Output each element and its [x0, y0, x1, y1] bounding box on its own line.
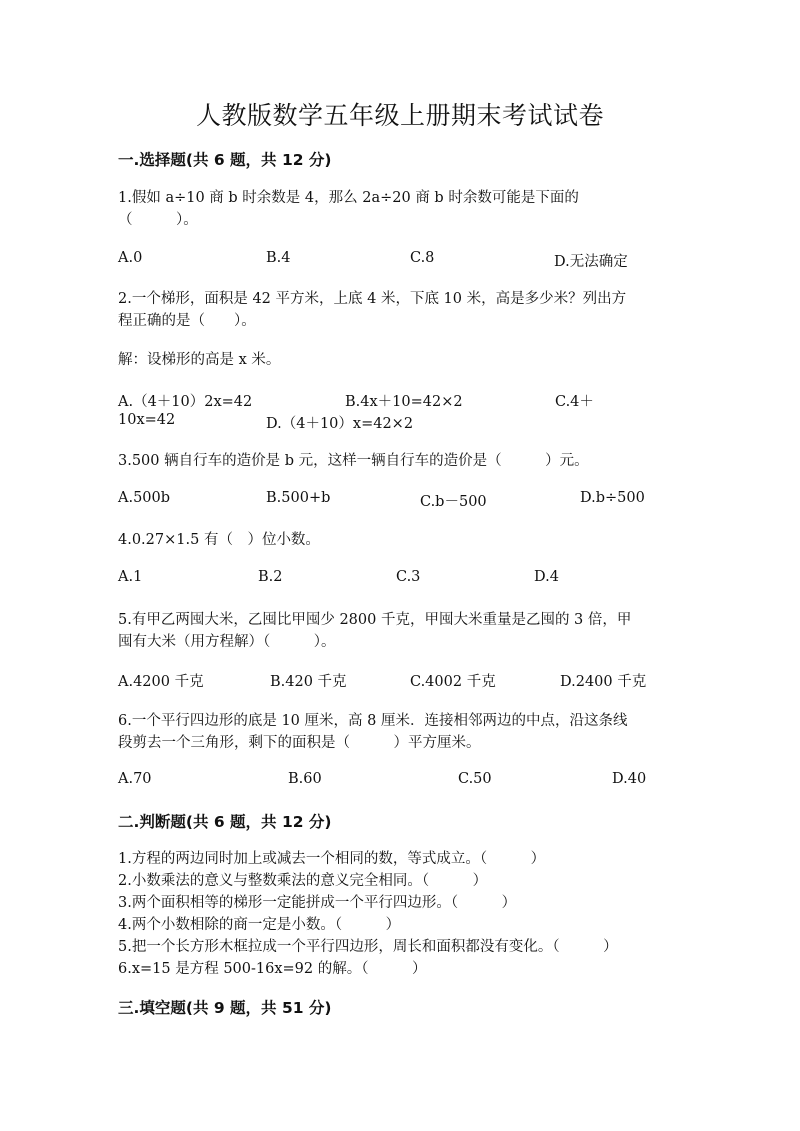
judgement-item-5: 5.把一个长方形木框拉成一个平行四边形，周长和面积都没有变化。（ ） — [118, 939, 618, 955]
section-heading-choice: 一.选择题(共 6 题，共 12 分) — [118, 151, 332, 169]
section-heading-judgement: 二.判断题(共 6 题，共 12 分) — [118, 813, 332, 831]
section-heading-fill-in: 三.填空题(共 9 题，共 51 分) — [118, 999, 332, 1017]
question-1-line-1: 1.假如 a÷10 商 b 时余数是 4，那么 2a÷20 商 b 时余数可能是下面的 — [118, 190, 579, 206]
question-4-option-c: C.3 — [396, 569, 421, 585]
question-4-line-1: 4.0.27×1.5 有（ ）位小数。 — [118, 532, 320, 548]
page-title: 人教版数学五年级上册期末考试试卷 — [195, 101, 604, 130]
question-2-note: 解：设梯形的高是 x 米。 — [118, 352, 281, 368]
question-5-option-d: D.2400 千克 — [560, 674, 647, 690]
question-3-option-d: D.b÷500 — [580, 490, 645, 506]
question-1-option-b: B.4 — [266, 250, 291, 266]
question-1-option-a: A.0 — [118, 250, 143, 266]
question-3-option-a: A.500b — [118, 490, 171, 506]
question-1-option-d: D.无法确定 — [554, 254, 628, 270]
question-2-line-1: 2.一个梯形，面积是 42 平方米，上底 4 米，下底 10 米，高是多少米？列出方 — [118, 291, 627, 307]
question-6-line-2: 段剪去一个三角形，剩下的面积是（ ）平方厘米。 — [118, 735, 481, 751]
judgement-item-4: 4.两个小数相除的商一定是小数。（ ） — [118, 917, 401, 933]
question-1-option-c: C.8 — [410, 250, 435, 266]
question-6-option-d: D.40 — [612, 771, 647, 787]
question-6-line-1: 6.一个平行四边形的底是 10 厘米，高 8 厘米．连接相邻两边的中点，沿这条线 — [118, 713, 628, 729]
question-2-option-c-continued: 10x=42 — [118, 412, 176, 428]
judgement-item-1: 1.方程的两边同时加上或减去一个相同的数，等式成立。（ ） — [118, 851, 546, 867]
question-4-option-a: A.1 — [118, 569, 143, 585]
question-1-line-2: （ ）。 — [118, 212, 198, 228]
question-2-option-c: C.4＋ — [555, 394, 594, 410]
question-4-option-b: B.2 — [258, 569, 283, 585]
question-2-option-a: A.（4＋10）2x=42 — [118, 394, 253, 410]
question-5-line-2: 囤有大米（用方程解）（ ）。 — [118, 634, 336, 650]
question-3-option-b: B.500+b — [266, 490, 331, 506]
question-6-option-b: B.60 — [288, 771, 322, 787]
question-5-option-b: B.420 千克 — [270, 674, 347, 690]
question-4-option-d: D.4 — [534, 569, 559, 585]
question-6-option-c: C.50 — [458, 771, 492, 787]
question-5-option-a: A.4200 千克 — [118, 674, 204, 690]
question-6-option-a: A.70 — [118, 771, 152, 787]
question-3-line-1: 3.500 辆自行车的造价是 b 元，这样一辆自行车的造价是（ ）元。 — [118, 453, 589, 469]
question-2-option-d: D.（4＋10）x=42×2 — [266, 416, 414, 432]
judgement-item-2: 2.小数乘法的意义与整数乘法的意义完全相同。（ ） — [118, 873, 488, 889]
question-3-option-c: C.b－500 — [420, 494, 487, 510]
judgement-item-3: 3.两个面积相等的梯形一定能拼成一个平行四边形。（ ） — [118, 895, 517, 911]
question-5-line-1: 5.有甲乙两囤大米，乙囤比甲囤少 2800 千克，甲囤大米重量是乙囤的 3 倍，甲 — [118, 612, 632, 628]
judgement-item-6: 6.x=15 是方程 500-16x=92 的解。（ ） — [118, 961, 427, 977]
question-2-option-b: B.4x＋10=42×2 — [345, 394, 463, 410]
question-5-option-c: C.4002 千克 — [410, 674, 496, 690]
question-2-line-2: 程正确的是（ ）。 — [118, 313, 256, 329]
